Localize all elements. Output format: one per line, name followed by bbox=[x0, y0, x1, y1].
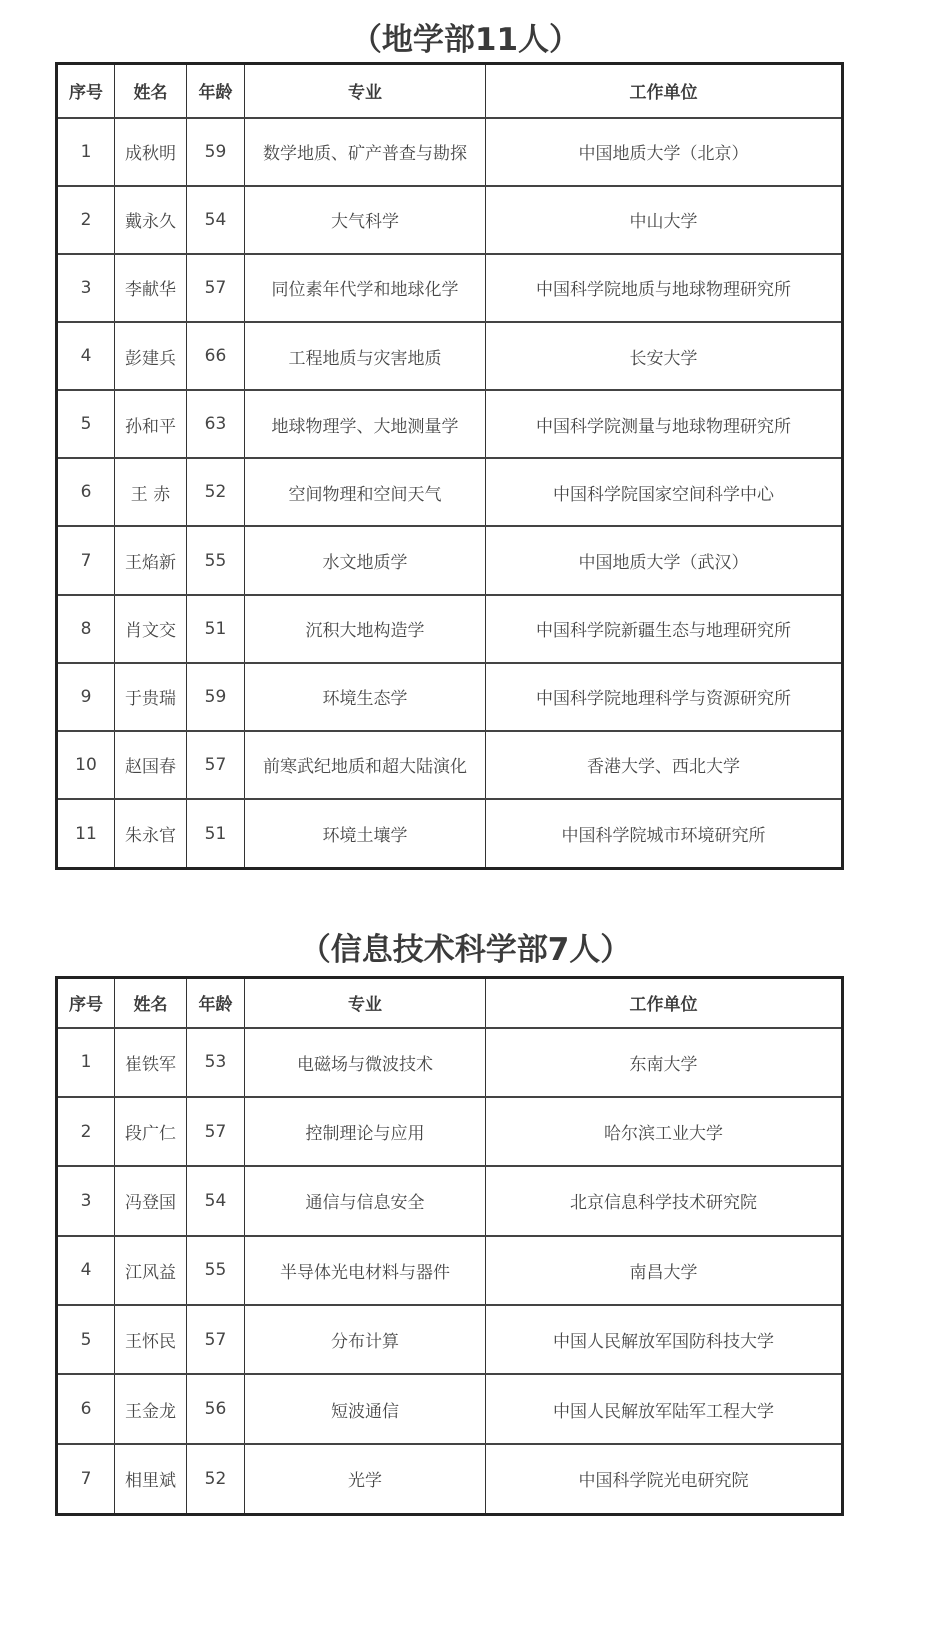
cell-employer: 中国科学院地质与地球物理研究所 bbox=[486, 254, 843, 322]
cell-employer: 中国科学院新疆生态与地理研究所 bbox=[486, 595, 843, 663]
table-row bbox=[57, 1305, 843, 1374]
cell-major: 水文地质学 bbox=[245, 526, 486, 594]
table-row bbox=[57, 390, 843, 458]
cell-name: 江风益 bbox=[115, 1236, 187, 1305]
cell-major: 控制理论与应用 bbox=[245, 1097, 486, 1166]
cell-age: 51 bbox=[187, 595, 245, 663]
cell-index: 6 bbox=[57, 458, 115, 526]
cell-employer: 北京信息科学技术研究院 bbox=[486, 1166, 843, 1235]
cell-major: 环境土壤学 bbox=[245, 799, 486, 868]
column-header-age: 年龄 bbox=[187, 978, 245, 1028]
cell-major: 电磁场与微波技术 bbox=[245, 1028, 486, 1097]
cell-name: 彭建兵 bbox=[115, 322, 187, 390]
cell-index: 5 bbox=[57, 1305, 115, 1374]
table-row bbox=[57, 322, 843, 390]
cell-age: 57 bbox=[187, 731, 245, 799]
cell-index: 1 bbox=[57, 1028, 115, 1097]
cell-index: 3 bbox=[57, 254, 115, 322]
cell-major: 通信与信息安全 bbox=[245, 1166, 486, 1235]
cell-employer: 中国科学院光电研究院 bbox=[486, 1444, 843, 1515]
table-row bbox=[57, 1374, 843, 1443]
cell-index: 2 bbox=[57, 1097, 115, 1166]
cell-employer: 中国科学院国家空间科学中心 bbox=[486, 458, 843, 526]
cell-employer: 中国科学院地理科学与资源研究所 bbox=[486, 663, 843, 731]
cell-index: 3 bbox=[57, 1166, 115, 1235]
cell-index: 2 bbox=[57, 186, 115, 254]
cell-major: 环境生态学 bbox=[245, 663, 486, 731]
section-title-geoscience: （地学部11人） bbox=[350, 22, 581, 58]
cell-name: 赵国春 bbox=[115, 731, 187, 799]
cell-age: 52 bbox=[187, 458, 245, 526]
column-header-employer: 工作单位 bbox=[486, 64, 843, 118]
table-row bbox=[57, 458, 843, 526]
cell-employer: 中国地质大学（北京） bbox=[486, 118, 843, 186]
cell-employer: 长安大学 bbox=[486, 322, 843, 390]
cell-age: 54 bbox=[187, 186, 245, 254]
cell-age: 56 bbox=[187, 1374, 245, 1443]
cell-age: 51 bbox=[187, 799, 245, 868]
cell-name: 李献华 bbox=[115, 254, 187, 322]
cell-name: 崔铁军 bbox=[115, 1028, 187, 1097]
cell-index: 7 bbox=[57, 1444, 115, 1515]
cell-name: 王金龙 bbox=[115, 1374, 187, 1443]
table-row bbox=[57, 1097, 843, 1166]
cell-index: 1 bbox=[57, 118, 115, 186]
column-header-employer: 工作单位 bbox=[486, 978, 843, 1028]
cell-employer: 中山大学 bbox=[486, 186, 843, 254]
cell-name: 朱永官 bbox=[115, 799, 187, 868]
cell-age: 59 bbox=[187, 663, 245, 731]
table-row bbox=[57, 186, 843, 254]
cell-major: 半导体光电材料与器件 bbox=[245, 1236, 486, 1305]
column-header-index: 序号 bbox=[57, 64, 115, 118]
column-header-major: 专业 bbox=[245, 978, 486, 1028]
table-row bbox=[57, 1236, 843, 1305]
cell-major: 大气科学 bbox=[245, 186, 486, 254]
cell-age: 55 bbox=[187, 526, 245, 594]
table-row bbox=[57, 799, 843, 868]
cell-age: 63 bbox=[187, 390, 245, 458]
table-row bbox=[57, 118, 843, 186]
column-header-age: 年龄 bbox=[187, 64, 245, 118]
cell-name: 肖文交 bbox=[115, 595, 187, 663]
cell-major: 地球物理学、大地测量学 bbox=[245, 390, 486, 458]
cell-index: 9 bbox=[57, 663, 115, 731]
cell-employer: 中国科学院测量与地球物理研究所 bbox=[486, 390, 843, 458]
cell-index: 4 bbox=[57, 322, 115, 390]
cell-name: 孙和平 bbox=[115, 390, 187, 458]
column-header-name: 姓名 bbox=[115, 64, 187, 118]
cell-name: 于贵瑞 bbox=[115, 663, 187, 731]
table-row bbox=[57, 1166, 843, 1235]
table-row bbox=[57, 595, 843, 663]
cell-name: 王 赤 bbox=[115, 458, 187, 526]
cell-index: 6 bbox=[57, 1374, 115, 1443]
cell-age: 55 bbox=[187, 1236, 245, 1305]
cell-age: 57 bbox=[187, 254, 245, 322]
cell-major: 工程地质与灾害地质 bbox=[245, 322, 486, 390]
geoscience-table bbox=[55, 62, 844, 870]
cell-age: 57 bbox=[187, 1097, 245, 1166]
cell-age: 57 bbox=[187, 1305, 245, 1374]
table-row bbox=[57, 1028, 843, 1097]
cell-age: 52 bbox=[187, 1444, 245, 1515]
cell-major: 分布计算 bbox=[245, 1305, 486, 1374]
info-tech-table bbox=[55, 976, 844, 1516]
cell-major: 短波通信 bbox=[245, 1374, 486, 1443]
cell-index: 4 bbox=[57, 1236, 115, 1305]
cell-name: 段广仁 bbox=[115, 1097, 187, 1166]
table-row bbox=[57, 1444, 843, 1515]
table-row bbox=[57, 731, 843, 799]
cell-name: 相里斌 bbox=[115, 1444, 187, 1515]
header-row bbox=[57, 64, 843, 118]
cell-major: 沉积大地构造学 bbox=[245, 595, 486, 663]
cell-employer: 东南大学 bbox=[486, 1028, 843, 1097]
cell-major: 前寒武纪地质和超大陆演化 bbox=[245, 731, 486, 799]
cell-index: 7 bbox=[57, 526, 115, 594]
cell-name: 戴永久 bbox=[115, 186, 187, 254]
cell-name: 成秋明 bbox=[115, 118, 187, 186]
cell-name: 王焰新 bbox=[115, 526, 187, 594]
cell-index: 8 bbox=[57, 595, 115, 663]
cell-employer: 南昌大学 bbox=[486, 1236, 843, 1305]
cell-employer: 香港大学、西北大学 bbox=[486, 731, 843, 799]
cell-major: 光学 bbox=[245, 1444, 486, 1515]
header-row bbox=[57, 978, 843, 1028]
cell-age: 53 bbox=[187, 1028, 245, 1097]
cell-index: 5 bbox=[57, 390, 115, 458]
cell-employer: 哈尔滨工业大学 bbox=[486, 1097, 843, 1166]
cell-employer: 中国人民解放军陆军工程大学 bbox=[486, 1374, 843, 1443]
table-row bbox=[57, 254, 843, 322]
cell-index: 10 bbox=[57, 731, 115, 799]
cell-employer: 中国地质大学（武汉） bbox=[486, 526, 843, 594]
column-header-name: 姓名 bbox=[115, 978, 187, 1028]
cell-index: 11 bbox=[57, 799, 115, 868]
table-row bbox=[57, 663, 843, 731]
cell-employer: 中国人民解放军国防科技大学 bbox=[486, 1305, 843, 1374]
cell-name: 冯登国 bbox=[115, 1166, 187, 1235]
cell-name: 王怀民 bbox=[115, 1305, 187, 1374]
cell-major: 空间物理和空间天气 bbox=[245, 458, 486, 526]
table-row bbox=[57, 526, 843, 594]
cell-age: 66 bbox=[187, 322, 245, 390]
cell-major: 数学地质、矿产普查与勘探 bbox=[245, 118, 486, 186]
cell-major: 同位素年代学和地球化学 bbox=[245, 254, 486, 322]
cell-age: 54 bbox=[187, 1166, 245, 1235]
cell-age: 59 bbox=[187, 118, 245, 186]
column-header-index: 序号 bbox=[57, 978, 115, 1028]
cell-employer: 中国科学院城市环境研究所 bbox=[486, 799, 843, 868]
column-header-major: 专业 bbox=[245, 64, 486, 118]
section-title-info-tech: （信息技术科学部7人） bbox=[299, 932, 632, 968]
